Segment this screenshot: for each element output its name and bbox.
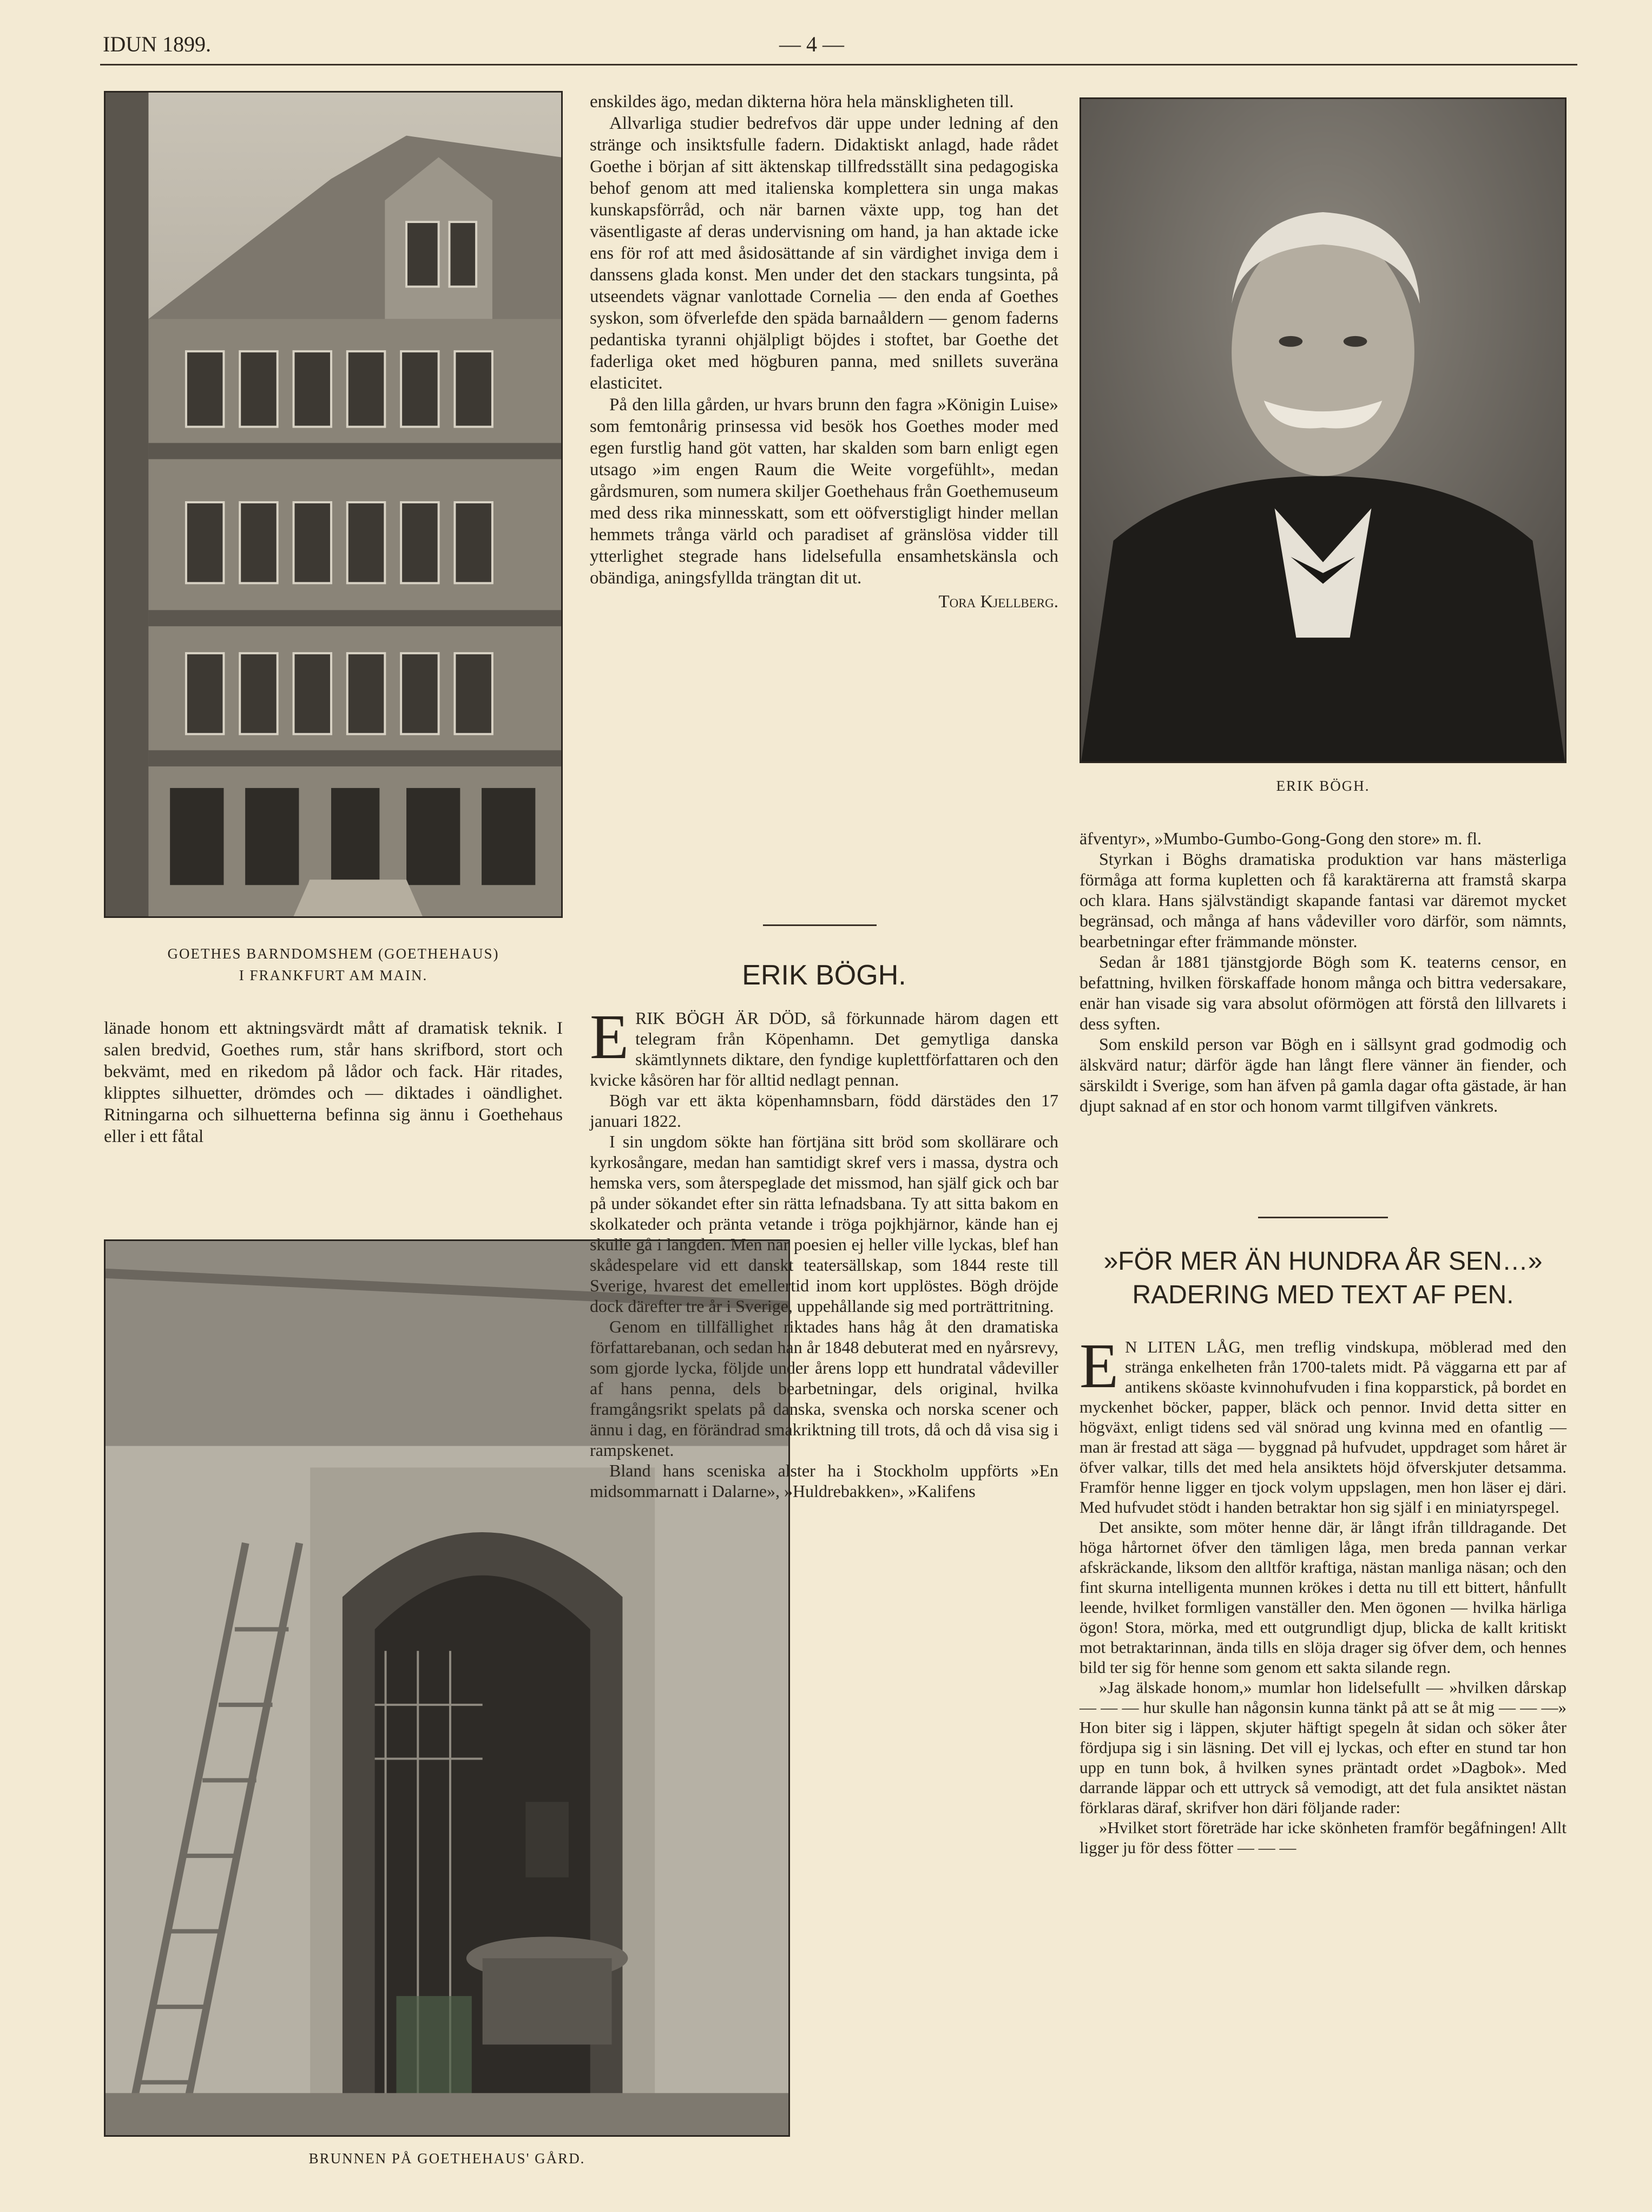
- pen-heading-line2: RADERING MED TEXT AF PEN.: [1132, 1281, 1514, 1309]
- running-head-left: IDUN 1899.: [103, 32, 211, 56]
- col2-paragraph-1: enskildes ägo, medan dikterna höra hela mänskligheten till.: [590, 92, 1014, 111]
- pen-paragraph-1-text: N LITEN LÅG, men treflig vindskupa, möblerad med den stränga enkelheten från 1700-talets midt. På väggarna ett par af antikens sköaste kvinnohufvuden i fina kopparstick, på bordet en myckenhet böcker, papper, bläck och pennor. Invid detta sitter en högväxt, enligt tidens sed väl snörad ung kvinna med en ofantlig — man är frestad att säga — byggnad på hufvudet, uppdraget som håret är öfver valkar, tills det med hela ansiktets höjd öfverskjuter detsamma. Framför henne ligger en tjock volym uppslagen, men hon läser ej däri. Med hufvudet stödt i handen betraktar hon sig själf i en miniatyrspegel.: [1080, 1337, 1567, 1517]
- pen-article: [1080, 1330, 1567, 1857]
- erik-bogh-heading: ERIK BÖGH.: [742, 960, 906, 991]
- bogh-drop-cap: E: [590, 1001, 629, 1072]
- author-signature: Tora Kjellberg.: [938, 592, 1058, 612]
- section-divider: [763, 924, 877, 926]
- goethe-house-caption-line1: GOETHES BARNDOMSHEM (GOETHEHAUS): [167, 946, 499, 962]
- col2-paragraph-3: På den lilla gården, ur hvars brunn den fagra »Königin Luise» som femtonårig prinsessa vid besök hos Goethes moder med egen furstlig hand göt vatten, har skalden som barn enligt egen utsago »im engen Raum die Weite vorgefühlt», medan gårdsmuren, som numera skiljer Goethehaus från Goethemuseum med dess rika minnesskatt, som ett oöfverstigligt hinder mellan hemmets trånga värld och paradiset af gränslösa vidder till ytterlighet stegrade hans lidelsefulla ensamhetskänsla och obändiga, aningsfyllda trängtan dit ut.: [590, 395, 1059, 588]
- column-3-text: [1080, 828, 1567, 1116]
- bogh-paragraph-2: Bögh var ett äkta köpenhamnsbarn, född därstädes den 17 januari 1822.: [590, 1091, 1058, 1131]
- pen-paragraph-4: »Hvilket stort företräde har icke skönheten framför begåfningen! Allt ligger ju för dess fötter — — —: [1080, 1818, 1567, 1857]
- bogh-paragraph-4: Genom en tillfällighet riktades hans håg åt den dramatiska författarebanan, och sedan han år 1848 debuterat med en nyårsrevy, som gjorde lycka, följde under årens lopp ett hundratal vådeviller af hans penna, dels bearbetningar, dels original, hvilka framgångsrikt spelats på danska, svenska och norska scener och ännu i dag, en förändrad smakriktning till trots, då och då visa sig i rampskenet.: [590, 1317, 1058, 1460]
- bogh-paragraph-5: Bland hans sceniska alster ha i Stockholm uppförts »En midsommarnatt i Dalarne», »Huldrebakken», »Kalifens: [590, 1461, 1058, 1501]
- fountain-caption: BRUNNEN PÅ GOETHEHAUS' GÅRD.: [308, 2150, 585, 2167]
- col2-paragraph-2: Allvarliga studier bedrefvos där uppe under ledning af den stränge och insiktsfulle fadern. Didaktiskt anlagd, hade rådet Goethe i början af sitt äktenskap tillfredsställt sina pedagogiska behof genom att med italienska komplettera sin unga makas kunskapsförråd, och när barnen växte upp, tog han det väsentligaste af deras undervisning om hand, ja han aktade icke ens för rof att med åsidosättande af sin värdighet inviga dem i danssens glada konst. Men under det den stackars tungsinta, på utseendets vägnar vanlottade Cornelia — den enda af Goethes syskon, som öfverlefde den späda barnaåldern — genom faderns pedantiska tyranni ohjälpligt böjdes i stoftet, bar Goethe det faderliga oket med högburen panna, med snillets suveräna elasticitet.: [590, 114, 1058, 393]
- header-rule: [100, 64, 1577, 65]
- pen-paragraph-1: [1080, 1330, 1567, 1517]
- pen-drop-cap: E: [1080, 1330, 1119, 1401]
- bogh-paragraph-1-text: RIK BÖGH ÄR DÖD, så förkunnade härom dagen ett telegram från Köpenhamn. Det gemytliga danska skämtlynnets diktare, den fyndige kuplettförfattaren och den kvicke kåsören har för alltid nedlagt pennan.: [590, 1008, 1058, 1089]
- pen-paragraph-3: »Jag älskade honom,» mumlar hon lidelsefullt — »hvilken dårskap — — — hur skulle han någonsin kunna tänkt på att se åt mig — — —» Hon biter sig i läppen, skjuter häftigt spegeln åt sidan och söker åter fördjupa sig i sin läsning. Det vill ej lyckas, och efter en stund tar hon upp en tunn bok, å hvilken synes präntadt ordet »Dagbok». Med darrande läppar och ett uttryck så vemodigt, att det fula ansiktet nästan förklaras däraf, skrifver hon däri följande rader:: [1080, 1678, 1567, 1817]
- section-divider-2: [1258, 1217, 1388, 1218]
- erik-bogh-portrait-caption: ERIK BÖGH.: [1276, 778, 1370, 794]
- erik-bogh-portrait: [1080, 97, 1567, 763]
- column-2-text: [590, 91, 1058, 613]
- goethe-house-photo: [104, 91, 563, 918]
- column-1-text: [104, 1018, 563, 1147]
- page-number: — 4 —: [779, 32, 844, 56]
- col1-paragraph: länade honom ett aktningsvärdt mått af dramatisk teknik. I salen bredvid, Goethes rum, står hans skrifbord, stort och bekvämt, med en rikedom på lådor och fack. Här ritades, klipptes silhuetter, drömdes och — diktades i oändlighet. Ritningarna och silhuetterna befinna sig ännu i Goethehaus eller i ett fåtal: [104, 1019, 563, 1146]
- bogh-paragraph-8: Sedan år 1881 tjänstgjorde Bögh som K. teaterns censor, en befattning, hvilken förskaffade honom många och bittra vedersakare, enär han visade sig vara absolut oförmögen att förstå den lillvarets i dess syften.: [1080, 952, 1567, 1033]
- pen-paragraph-2: Det ansikte, som möter henne där, är långt ifrån tilldragande. Det höga hårtornet öfver den tämligen låga, men breda pannan verkar afskräckande, liksom den alltför kraftiga, nästan manliga näsan; och den fint skurna intelligenta munnen krökes i detta nu till ett bittert, hånfullt leende, hvilket formligen vanställer den. Men ögonen — hvilka härliga ögon! Stora, mörka, med ett outgrundligt djup, blicka de kallt kritiskt mot betraktarinnan, ända tills en slöja drager sig öfver dem, och hennes bild ter sig för henne som genom ett sakta silande regn.: [1080, 1518, 1567, 1677]
- bogh-paragraph-7: Styrkan i Böghs dramatiska produktion var hans mästerliga förmåga att forma kupletten och få karaktärerna att framstå skarpa och klara. Hans självständigt skapande fantasi var däremot mycket begränsad, och många af hans vådeviller voro därför, som nämnts, bearbetningar efter främmande mönster.: [1080, 849, 1567, 951]
- goethe-house-caption-line2: I FRANKFURT AM MAIN.: [239, 967, 428, 983]
- bogh-paragraph-9: Som enskild person var Bögh en i sällsynt grad godmodig och älskvärd natur; därför ägde han långt flere vänner än fiender, och särskildt i Sverige, som han äfven på gamla dagar ofta gästade, är han djupt saknad af en stor och honom varmt tillgifven vänkrets.: [1080, 1034, 1567, 1115]
- bogh-paragraph-1: [590, 1001, 1058, 1090]
- bogh-paragraph-6: äfventyr», »Mumbo-Gumbo-Gong-Gong den store» m. fl.: [1080, 829, 1482, 848]
- goethe-house-caption: [104, 943, 563, 986]
- erik-bogh-article: [590, 1001, 1058, 1501]
- bogh-paragraph-3: I sin ungdom sökte han förtjäna sitt bröd som skollärare och kyrkosångare, medan han samtidigt skref vers i massa, dystra och hemska vers, som återspeglade det missmod, han själf gick och bar på under sökandet efter sin rätta lefnadsbana. Ty att sitta bakom en skolkateder och pränta vetande i tröga pojkhjärnor, kände han ej skulle gå i längden. Men när poesien ej heller ville lyckas, blef han skådespelare vid ett danskt teatersällskap, som 1844 reste till Sverige, hvarest det emellertid inom kort upplöstes. Bögh dröjde dock därefter tre år i Sverige, uppehållande sig med porträttritning.: [590, 1132, 1058, 1316]
- pen-heading-line1: »FÖR MER ÄN HUNDRA ÅR SEN…»: [1103, 1247, 1543, 1276]
- pen-heading: [1080, 1245, 1567, 1312]
